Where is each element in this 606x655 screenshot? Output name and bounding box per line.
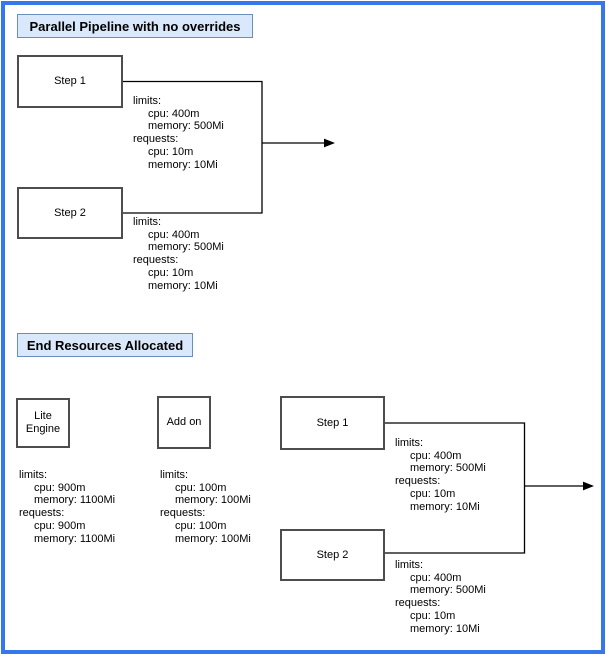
resource-line: cpu: 900m: [34, 519, 86, 532]
resource-line: requests:: [133, 254, 179, 267]
resource-line: memory: 500Mi: [410, 462, 486, 475]
resource-line: cpu: 400m: [148, 228, 200, 241]
resource-line: memory: 500Mi: [148, 241, 224, 254]
resources-annotation-add-on: [160, 469, 251, 545]
resource-line: requests:: [19, 507, 65, 520]
resource-line: limits:: [395, 437, 424, 449]
resource-line: memory: 10Mi: [410, 500, 480, 513]
node-lite-engine: [16, 398, 70, 448]
resource-line: requests:: [395, 597, 441, 610]
resource-line: memory: 100Mi: [175, 494, 251, 507]
resource-line: limits:: [133, 216, 162, 228]
resource-line: memory: 10Mi: [410, 622, 480, 635]
resource-line: memory: 1100Mi: [34, 532, 116, 545]
arrowhead-bottom-icon: [583, 482, 594, 491]
resources-annotation-step2-bottom: [395, 559, 486, 635]
resource-line: cpu: 400m: [148, 107, 200, 120]
resource-line: requests:: [395, 475, 441, 488]
resource-line: cpu: 10m: [410, 487, 456, 500]
arrowhead-top-icon: [324, 139, 335, 148]
resource-line: cpu: 400m: [410, 571, 462, 584]
node-label: Step 2: [316, 548, 349, 561]
resources-annotation-step2-top: [133, 216, 224, 292]
resource-line: memory: 1100Mi: [34, 494, 116, 507]
node-step1-top: [17, 55, 123, 108]
resources-annotation-step1-bottom: [395, 437, 486, 513]
resource-line: limits:: [160, 469, 189, 481]
node-label: Step 1: [316, 416, 349, 429]
node-step1-bottom: [280, 396, 385, 450]
resource-line: limits:: [395, 559, 424, 571]
resource-line: cpu: 10m: [410, 609, 456, 622]
resources-annotation-step1-top: [133, 95, 224, 171]
resource-line: memory: 100Mi: [175, 532, 251, 545]
resource-line: requests:: [133, 133, 179, 146]
node-label-line2: Engine: [25, 423, 61, 435]
resource-line: limits:: [19, 469, 48, 481]
resource-line: memory: 500Mi: [410, 584, 486, 597]
node-step2-bottom: [280, 529, 385, 581]
section-title-end-resources: End Resources Allocated: [17, 333, 193, 357]
resource-line: memory: 500Mi: [148, 120, 224, 133]
node-label-line1: Lite: [34, 410, 52, 422]
resource-line: cpu: 400m: [410, 449, 462, 462]
resource-line: cpu: 900m: [34, 481, 86, 494]
resource-line: requests:: [160, 507, 206, 520]
resource-line: memory: 10Mi: [148, 158, 218, 171]
resource-line: cpu: 100m: [175, 519, 227, 532]
section-title-parallel-pipeline: Parallel Pipeline with no overrides: [17, 14, 253, 38]
node-label: Step 1: [54, 75, 86, 87]
node-label: Add on: [166, 416, 202, 428]
resource-line: cpu: 10m: [148, 266, 194, 279]
resource-line: cpu: 10m: [148, 145, 194, 158]
resource-line: cpu: 100m: [175, 481, 227, 494]
node-label: Step 2: [54, 206, 86, 219]
node-step2-top: [17, 187, 123, 239]
node-add-on: [157, 396, 211, 449]
resource-line: limits:: [133, 95, 162, 107]
resource-line: memory: 10Mi: [148, 279, 218, 292]
resources-annotation-lite-engine: [19, 469, 115, 545]
